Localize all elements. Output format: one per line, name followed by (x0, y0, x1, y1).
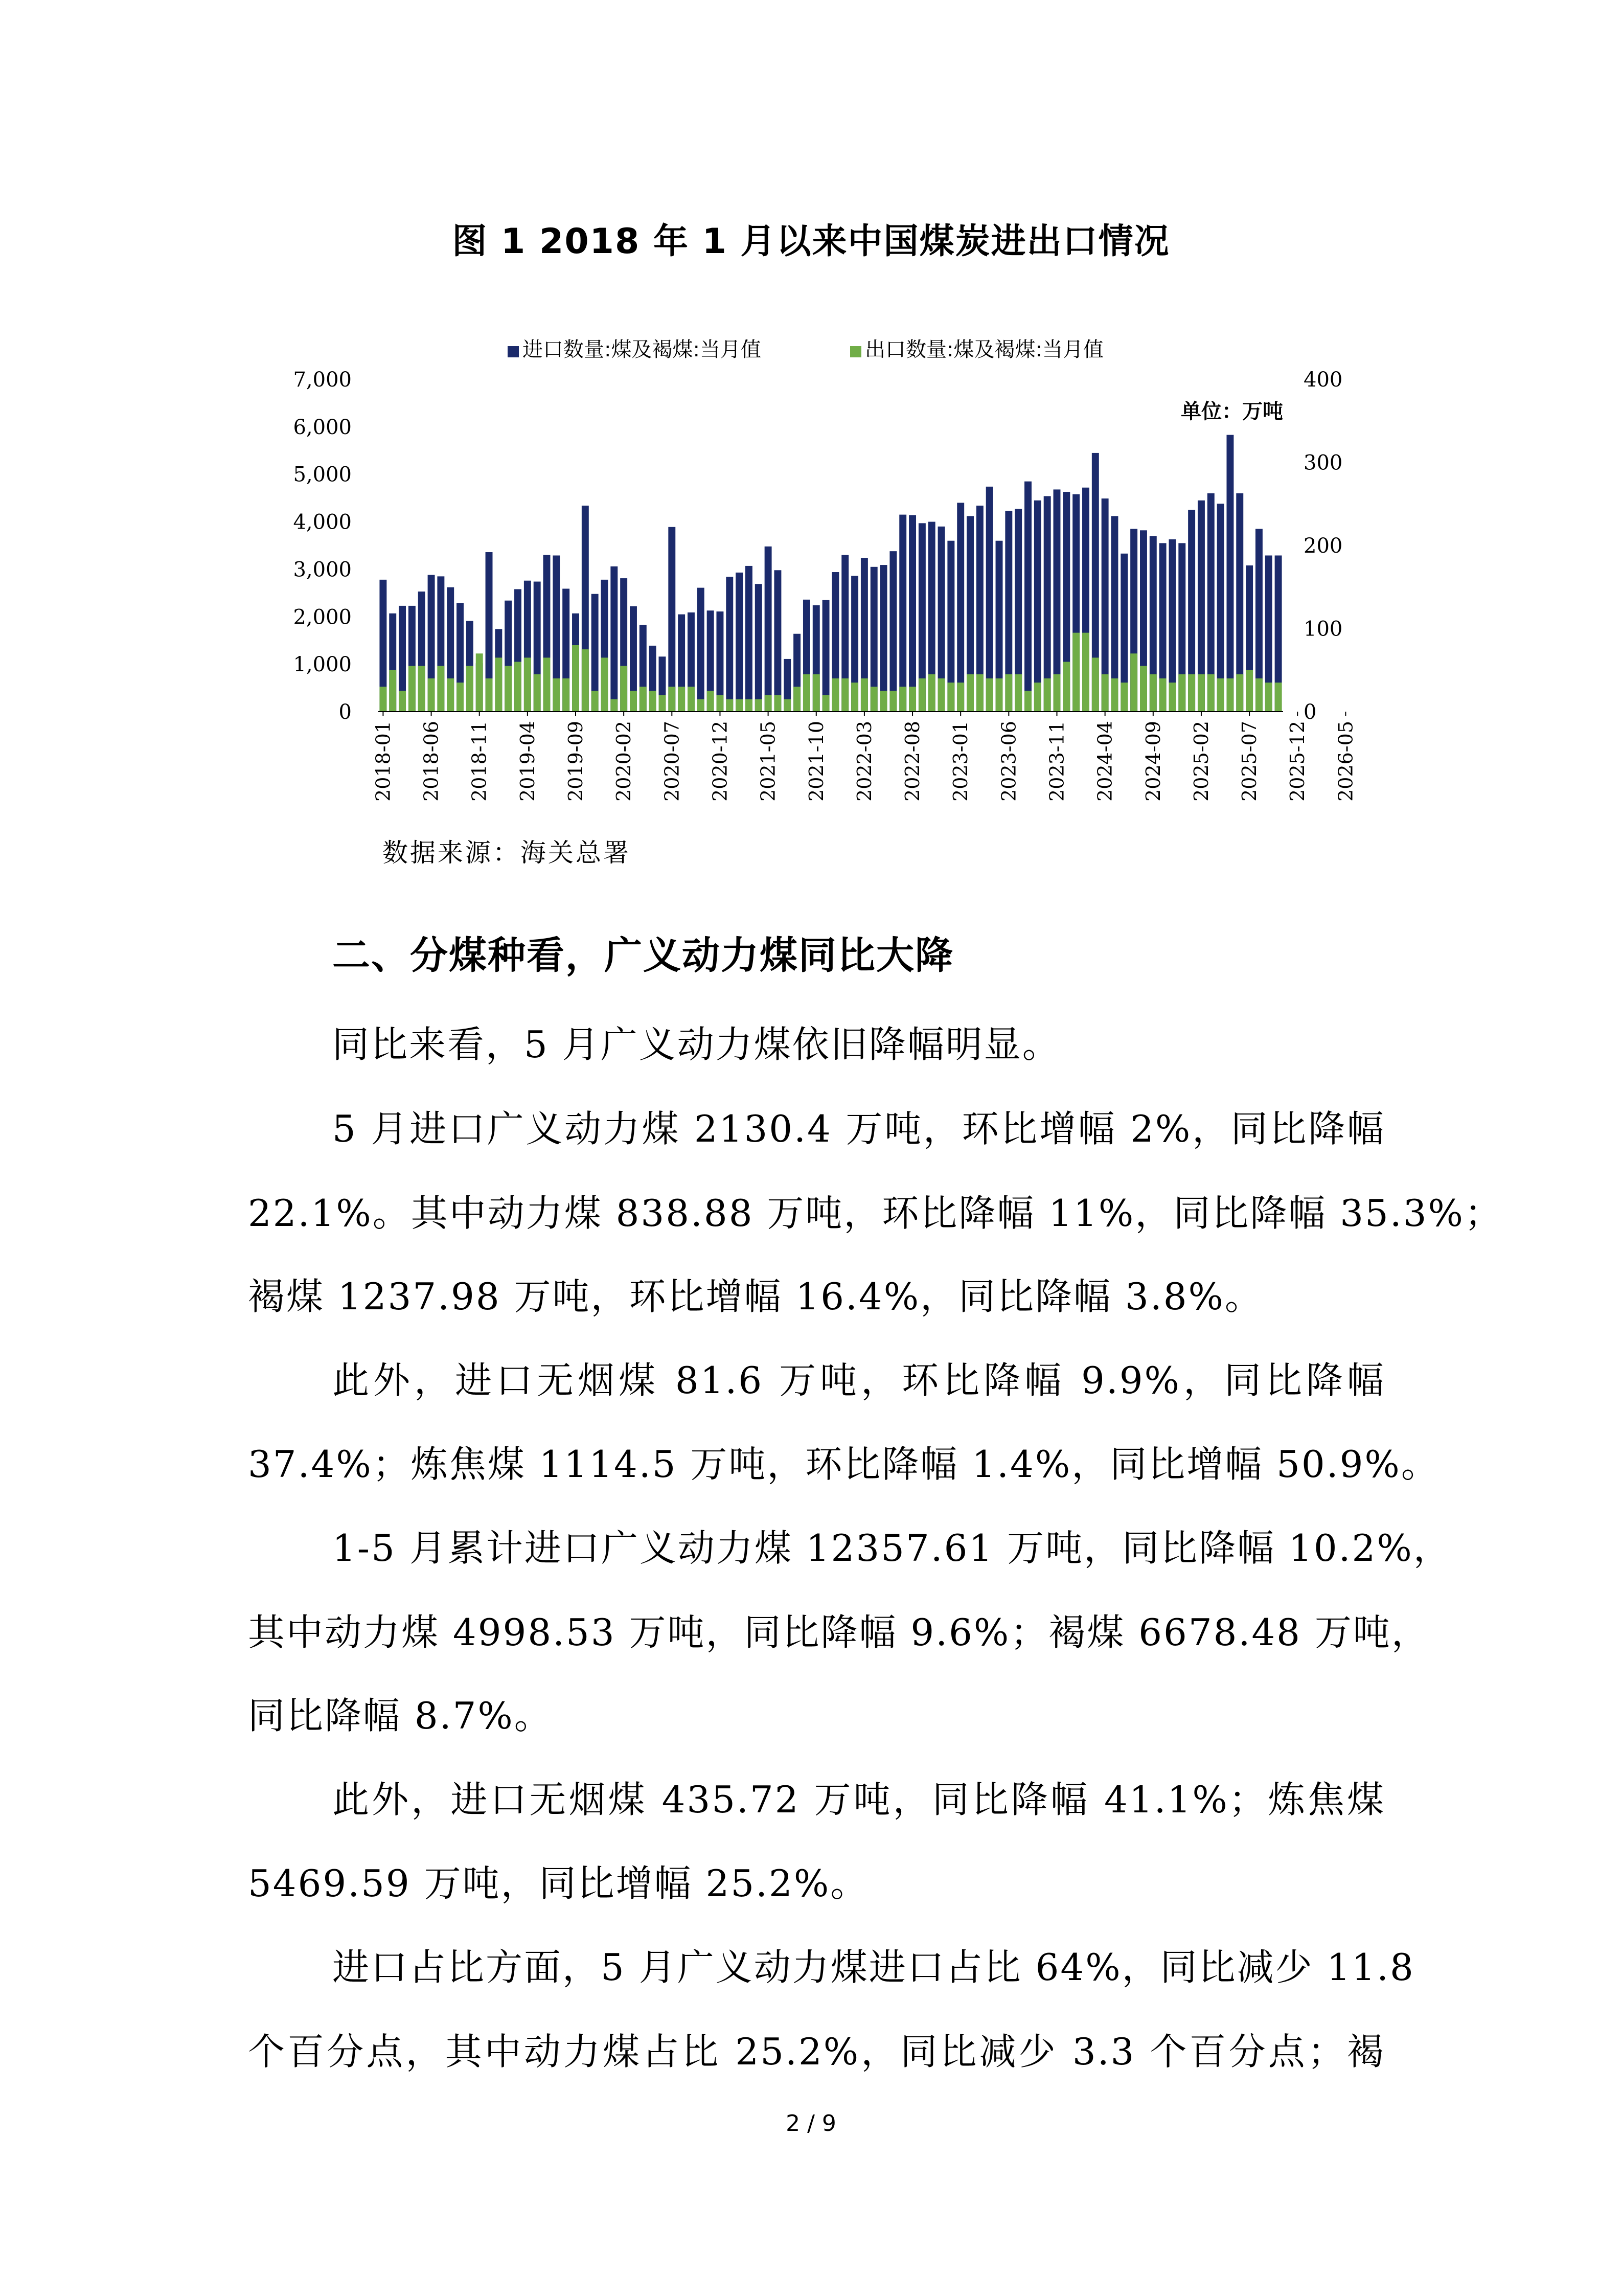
import-bar (957, 503, 964, 712)
y-left-tick-label: 3,000 (293, 558, 352, 582)
export-bar (1188, 674, 1195, 712)
export-bar (630, 691, 637, 712)
export-bar (466, 666, 473, 712)
export-bar (1082, 633, 1089, 712)
legend-label-export: 出口数量:煤及褐煤:当月值 (865, 338, 1104, 361)
export-bar (399, 691, 406, 712)
y-right-tick-label: 400 (1304, 368, 1343, 392)
export-bar (957, 683, 964, 712)
export-bar (591, 691, 599, 712)
figure-title: 图 1 2018 年 1 月以来中国煤炭进出口情况 (452, 221, 1170, 262)
y-left-tick-label: 7,000 (293, 368, 352, 392)
import-bar (1024, 482, 1032, 712)
export-bar (495, 657, 502, 712)
export-bar (534, 674, 541, 712)
export-bar (899, 687, 906, 712)
y-left-tick-label: 1,000 (293, 653, 352, 677)
export-bar (437, 666, 444, 712)
export-bar (1072, 633, 1080, 712)
export-bar (1034, 683, 1041, 712)
export-bar (967, 674, 974, 712)
paragraph-line: 其中动力煤 4998.53 万吨，同比降幅 9.6%；褐煤 6678.48 万吨， (248, 1611, 1430, 1654)
paragraph-line: 1-5 月累计进口广义动力煤 12357.61 万吨，同比降幅 10.2%， (332, 1527, 1452, 1570)
x-tick-label: 2023-01 (949, 721, 972, 802)
export-bar (1255, 678, 1263, 712)
export-bar (707, 691, 714, 712)
x-tick-label: 2019-04 (516, 721, 539, 802)
import-bar (986, 487, 993, 712)
paragraph-line: 22.1%。其中动力煤 838.88 万吨，环比降幅 11%，同比降幅 35.3%； (248, 1192, 1503, 1235)
paragraph-line: 同比降幅 8.7%。 (248, 1694, 553, 1737)
export-bar (408, 666, 416, 712)
export-bar (996, 678, 1003, 712)
export-bar (688, 687, 695, 712)
export-bar (1275, 683, 1282, 712)
export-bar (1005, 674, 1012, 712)
export-bar (1092, 657, 1099, 712)
export-bar (486, 678, 493, 712)
export-bar (620, 666, 627, 712)
y-right-tick-label: 200 (1304, 534, 1343, 558)
export-bar (418, 666, 425, 712)
export-bar (889, 691, 897, 712)
y-right-tick-label: 100 (1304, 617, 1343, 641)
import-bar (610, 566, 618, 712)
page-number: 2 / 9 (786, 2110, 836, 2136)
export-bar (793, 687, 801, 712)
paragraph-line: 37.4%；炼焦煤 1114.5 万吨，环比降幅 1.4%，同比增幅 50.9%。 (248, 1443, 1440, 1486)
x-tick-label: 2025-07 (1238, 721, 1261, 802)
export-bar (639, 687, 647, 712)
export-bar (601, 657, 608, 712)
export-bar (726, 699, 733, 712)
export-bar (880, 691, 887, 712)
import-bar (899, 515, 906, 712)
export-bar (851, 683, 858, 712)
import-bar (745, 566, 752, 712)
export-bar (572, 645, 579, 712)
import-bar (774, 570, 781, 712)
export-bar (562, 678, 569, 712)
export-bar (1121, 683, 1128, 712)
export-bar (582, 649, 589, 712)
section-heading: 二、分煤种看，广义动力煤同比大降 (332, 934, 954, 977)
import-bar (889, 551, 897, 712)
export-bar (543, 657, 551, 712)
export-bar (1169, 683, 1176, 712)
export-bar (774, 695, 781, 712)
export-bar (976, 674, 984, 712)
y-right-tick-label: 300 (1304, 451, 1343, 475)
export-bar (1140, 666, 1147, 712)
export-bar (765, 695, 772, 712)
export-bar (861, 678, 868, 712)
import-bar (668, 527, 675, 712)
import-bar (697, 588, 704, 712)
y-left-tick-label: 0 (338, 700, 352, 724)
x-tick-label: 2025-02 (1190, 721, 1213, 802)
import-bar (755, 584, 762, 712)
export-bar (813, 674, 820, 712)
paragraph-line: 5469.59 万吨，同比增幅 25.2%。 (248, 1862, 869, 1905)
import-bar (823, 600, 830, 712)
export-bar (841, 678, 849, 712)
export-bar (928, 674, 935, 712)
export-bar (1226, 678, 1233, 712)
export-bar (1265, 683, 1272, 712)
y-left-tick-label: 5,000 (293, 463, 352, 487)
export-bar (947, 683, 954, 712)
import-bar (726, 577, 733, 712)
x-tick-label: 2026-05 (1334, 721, 1357, 802)
legend-swatch-import (508, 346, 519, 357)
export-bar (1159, 678, 1167, 712)
coal-import-export-chart (256, 332, 1357, 833)
export-bar (745, 699, 752, 712)
export-bar (379, 687, 386, 712)
export-bar (1150, 674, 1157, 712)
x-tick-label: 2024-09 (1141, 721, 1164, 802)
legend-label-import: 进口数量:煤及褐煤:当月值 (522, 338, 761, 361)
export-bar (678, 687, 685, 712)
paragraph-line: 同比来看，5 月广义动力煤依旧降幅明显。 (332, 1023, 1061, 1066)
export-bar (716, 695, 723, 712)
export-bar (668, 687, 675, 712)
x-tick-label: 2019-09 (564, 721, 587, 802)
export-bar (456, 683, 464, 712)
x-tick-label: 2022-08 (901, 721, 924, 802)
import-bar (736, 573, 743, 712)
export-bar (524, 657, 531, 712)
export-bar (697, 699, 704, 712)
import-bar (880, 565, 887, 712)
import-bar (909, 515, 916, 712)
export-bar (428, 678, 435, 712)
export-bar (389, 670, 396, 712)
export-bar (986, 678, 993, 712)
x-tick-label: 2020-02 (612, 721, 635, 802)
paragraph-line: 此外，进口无烟煤 435.72 万吨，同比降幅 41.1%；炼焦煤 (332, 1778, 1385, 1821)
x-tick-label: 2020-07 (660, 721, 683, 802)
export-bar (447, 678, 454, 712)
export-bar (823, 695, 830, 712)
x-tick-label: 2023-06 (997, 721, 1020, 802)
x-tick-label: 2025-12 (1286, 721, 1309, 802)
unit-label: 单位：万吨 (1181, 400, 1283, 423)
paragraph-line: 个百分点，其中动力煤占比 25.2%，同比减少 3.3 个百分点；褐 (248, 2030, 1385, 2073)
export-bar (1024, 691, 1032, 712)
export-bar (871, 687, 878, 712)
export-bar (1178, 674, 1185, 712)
export-bar (659, 695, 666, 712)
paragraph-line: 褐煤 1237.98 万吨，环比增幅 16.4%，同比降幅 3.8%。 (248, 1275, 1263, 1318)
x-tick-label: 2022-03 (853, 721, 876, 802)
export-bar (553, 678, 560, 712)
export-bar (803, 674, 810, 712)
x-tick-label: 2023-11 (1045, 721, 1068, 802)
export-bar (1102, 674, 1109, 712)
export-bar (909, 687, 916, 712)
export-bar (476, 653, 483, 712)
export-bar (505, 666, 512, 712)
export-bar (1217, 678, 1224, 712)
export-bar (1198, 674, 1205, 712)
export-bar (1063, 662, 1070, 712)
y-right-tick-label: 0 (1304, 700, 1317, 724)
y-left-tick-label: 6,000 (293, 415, 352, 439)
export-bar (514, 662, 521, 712)
x-tick-label: 2020-12 (709, 721, 732, 802)
figure-source: 数据来源：海关总署 (382, 838, 631, 868)
export-bar (1015, 674, 1022, 712)
export-bar (1207, 674, 1215, 712)
paragraph-line: 5 月进口广义动力煤 2130.4 万吨，环比增幅 2%，同比降幅 (332, 1107, 1385, 1150)
x-tick-label: 2021-10 (805, 721, 828, 802)
y-left-tick-label: 2,000 (293, 605, 352, 629)
export-bar (1111, 678, 1118, 712)
x-tick-label: 2021-05 (757, 721, 780, 802)
legend-swatch-export (850, 346, 861, 357)
import-bar (765, 547, 772, 712)
export-bar (649, 691, 656, 712)
export-bar (784, 699, 791, 712)
export-bar (1246, 670, 1253, 712)
import-bar (1034, 501, 1041, 712)
x-tick-label: 2018-01 (372, 721, 395, 802)
export-bar (1236, 674, 1243, 712)
x-tick-label: 2024-04 (1093, 721, 1116, 802)
x-tick-label: 2018-06 (420, 721, 443, 802)
paragraph-line: 此外，进口无烟煤 81.6 万吨，环比降幅 9.9%，同比降幅 (332, 1359, 1385, 1402)
import-bar (1226, 435, 1233, 712)
y-left-tick-label: 4,000 (293, 510, 352, 534)
export-bar (1044, 678, 1051, 712)
export-bar (736, 699, 743, 712)
export-bar (1130, 653, 1137, 712)
paragraph-line: 进口占比方面，5 月广义动力煤进口占比 64%，同比减少 11.8 (332, 1946, 1415, 1989)
export-bar (755, 699, 762, 712)
export-bar (919, 678, 926, 712)
x-tick-label: 2018-11 (468, 721, 491, 802)
export-bar (610, 699, 618, 712)
export-bar (1054, 674, 1061, 712)
export-bar (938, 678, 945, 712)
export-bar (832, 678, 839, 712)
